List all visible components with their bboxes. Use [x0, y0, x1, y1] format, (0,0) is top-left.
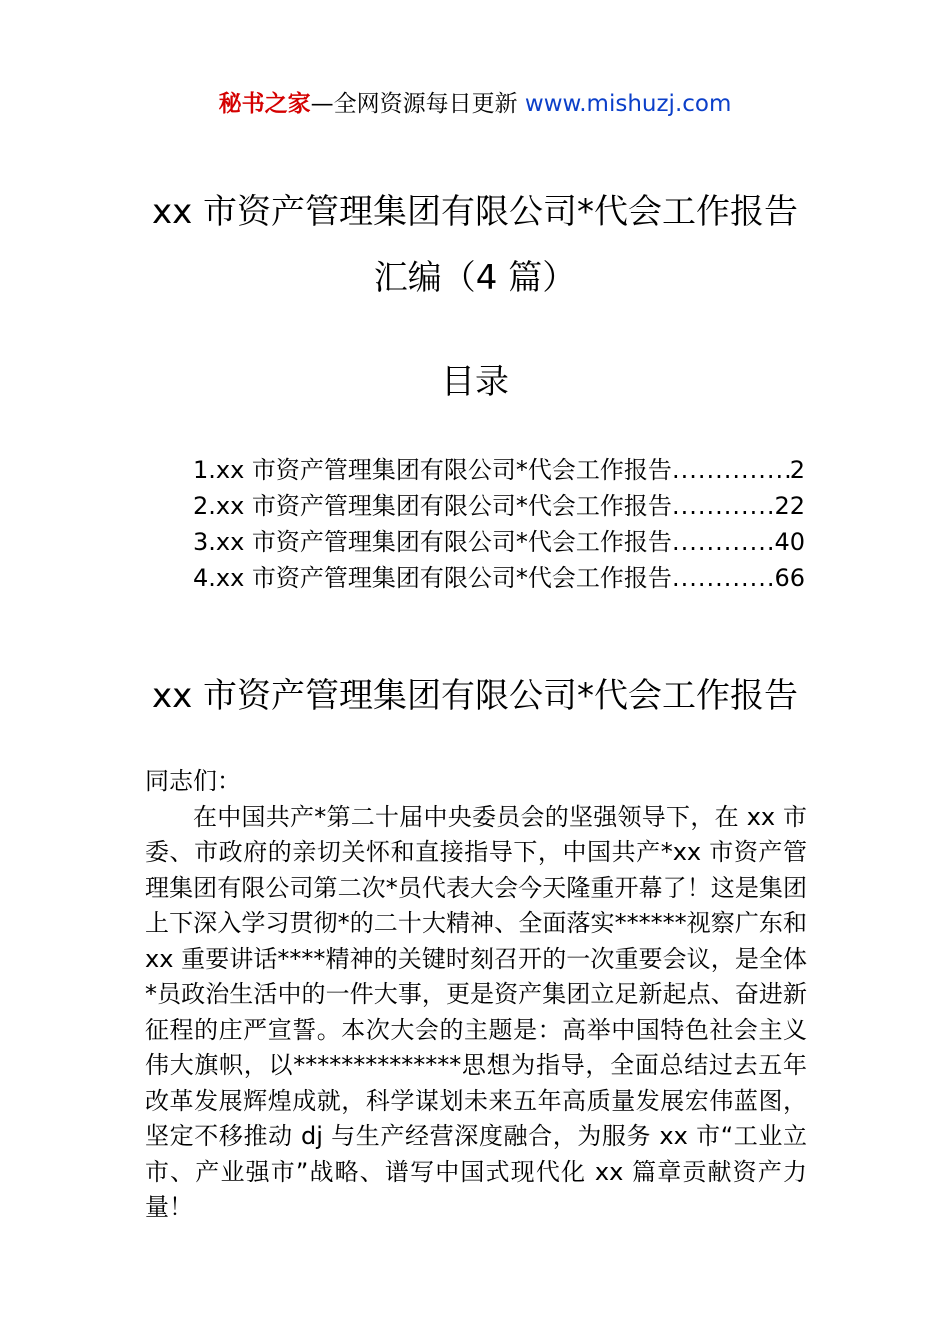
- document-title-line-1: xx 市资产管理集团有限公司*代会工作报告: [151, 192, 799, 232]
- site-header: [0, 88, 950, 120]
- header-tagline: —全网资源每日更新: [310, 91, 525, 117]
- toc-entry-label: 3.xx 市资产管理集团有限公司*代会工作报告: [193, 528, 672, 556]
- toc-entry-label: 4.xx 市资产管理集团有限公司*代会工作报告: [193, 564, 672, 592]
- toc-entry-page: 22: [774, 492, 805, 520]
- table-of-contents: [193, 452, 805, 596]
- toc-entry-label: 1.xx 市资产管理集团有限公司*代会工作报告: [193, 456, 672, 484]
- document-title-line-2: 汇编（4 篇）: [373, 258, 577, 298]
- article-greeting: 同志们：: [145, 767, 241, 795]
- article-body: [145, 764, 807, 1226]
- site-url-link[interactable]: www.mishuzj.com: [524, 91, 732, 117]
- toc-entry-page: 66: [774, 564, 805, 592]
- article-paragraph: 在中国共产*第二十届中央委员会的坚强领导下，在 xx 市委、市政府的亲切关怀和直接指导下，中国共产*xx 市资产管理集团有限公司第二次*员代表大会今天隆重开幕了！这是集团上下深入学习贯彻*的二十大精神、全面落实******视察广东和 xx 重要讲话****精神的关键时刻召开的一次重要会议，是全体*员政治生活中的一件大事，更是资产集团立足新起点、奋进新征程的庄严宣誓。本次大会的主题是：高举中国特色社会主义伟大旗帜，以**************思想为指导，全面总结过去五年改革发展辉煌成就，科学谋划未来五年高质量发展宏伟蓝图，坚定不移推动 dj 与生产经营深度融合，为服务 xx 市“工业立市、产业强市”战略、谱写中国式现代化 xx 篇章贡献资产力量！: [145, 802, 807, 1221]
- toc-entry-3[interactable]: [193, 524, 805, 560]
- brand-name: 秘书之家: [218, 91, 311, 117]
- toc-entry-label: 2.xx 市资产管理集团有限公司*代会工作报告: [193, 492, 672, 520]
- toc-heading: 目录: [441, 362, 509, 402]
- toc-leader-dots: [672, 524, 775, 560]
- toc-entry-2[interactable]: [193, 488, 805, 524]
- article-title: xx 市资产管理集团有限公司*代会工作报告: [151, 676, 799, 716]
- toc-leader-dots: [672, 452, 790, 488]
- toc-leader-dots: [672, 488, 775, 524]
- toc-entry-4[interactable]: [193, 560, 805, 596]
- toc-leader-dots: [672, 560, 775, 596]
- toc-entry-page: 2: [789, 456, 805, 484]
- toc-entry-page: 40: [774, 528, 805, 556]
- toc-entry-1[interactable]: [193, 452, 805, 488]
